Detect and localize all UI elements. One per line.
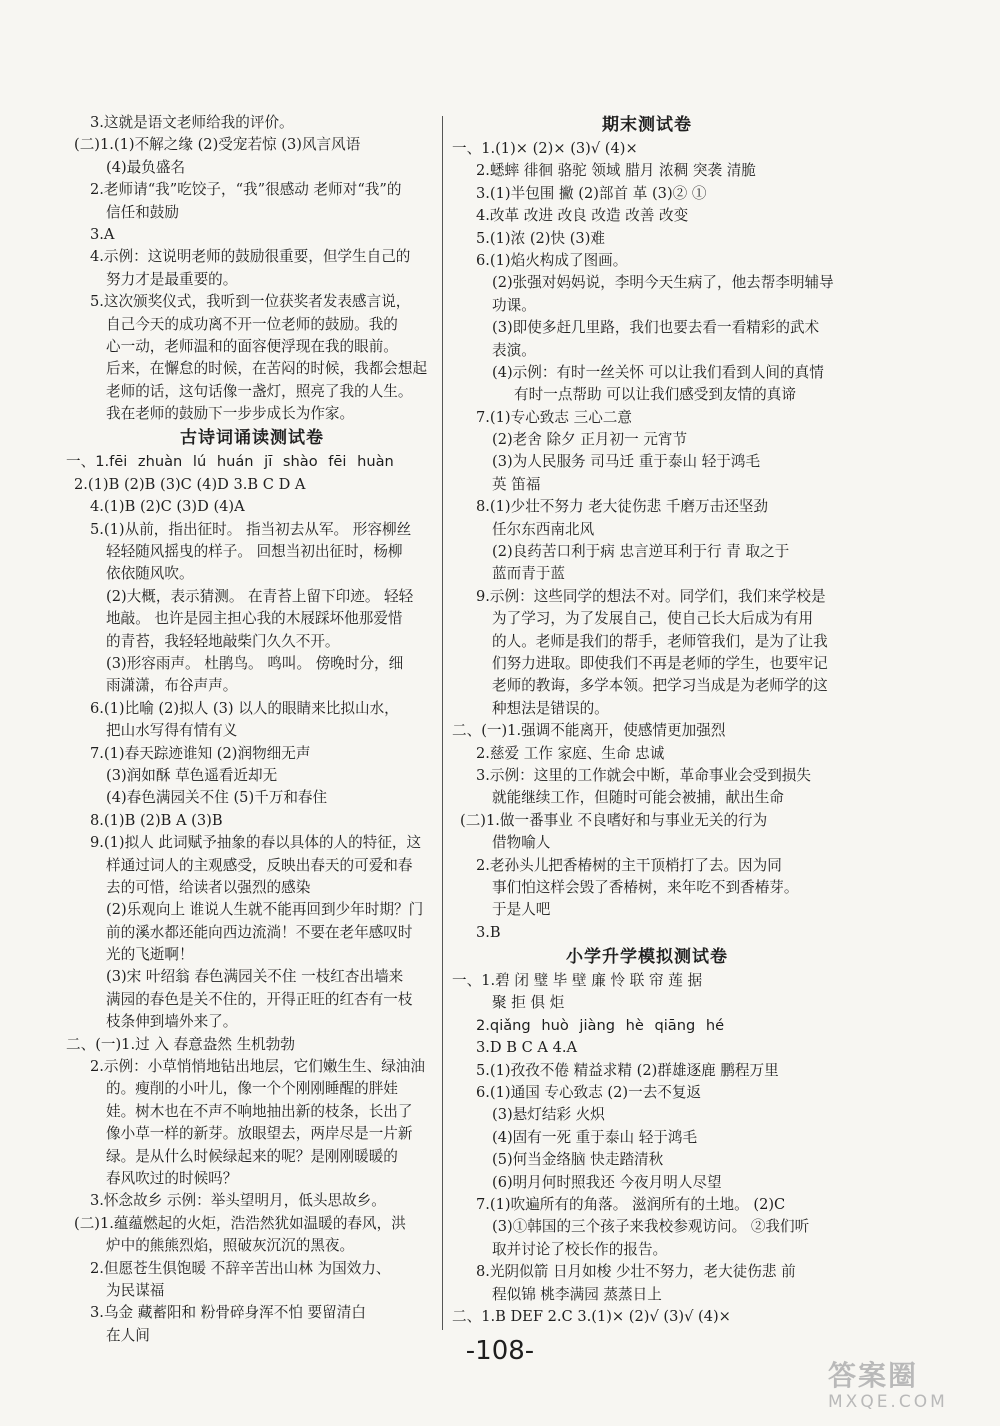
answer-line: 在人间 (106, 1326, 150, 1344)
answer-line: (4)示例：有时一丝关怀 可以让我们看到人间的真情 (492, 363, 824, 381)
answer-line: 二、1.B DEF 2.C 3.(1)× (2)√ (3)√ (4)× (452, 1307, 731, 1325)
answer-line: 轻轻随风摇曳的样子。 回想当初出征时，杨柳 (106, 543, 403, 561)
answer-line: 二、(一)1.过 入 春意盎然 生机勃勃 (66, 1035, 295, 1053)
answer-line: 一、1.fēi zhuàn lú huán jī shào fēi huàn (66, 453, 394, 471)
answer-line: 8.(1)B (2)B A (3)B (90, 811, 223, 829)
answer-line: 事们怕这样会毁了香椿树，来年吃不到香椿芽。 (492, 878, 799, 896)
answer-line: 雨潇潇，布谷声声。 (106, 677, 238, 695)
answer-line: 2.蟋蟀 徘徊 骆驼 领域 腊月 浓稠 突袭 清脆 (476, 162, 756, 180)
answer-line: 地敲。 也许是园主担心我的木屐踩坏他那爱惜 (106, 610, 403, 628)
answer-line: (2)乐观向上 谁说人生就不能再回到少年时期？门 (106, 901, 424, 919)
answer-line: 9.(1)拟人 此词赋予抽象的春以具体的人的特征，这 (90, 834, 422, 852)
answer-line: 春风吹过的时候吗？ (106, 1169, 238, 1187)
watermark-text: 答案圈 (828, 1359, 919, 1392)
answer-line: 为了学习，为了发展自己，使自己长大后成为有用 (492, 610, 814, 628)
answer-line: 前的溪水都还能向西边流淌！不要在老年感叹时 (106, 923, 413, 941)
answer-line: 2.示例：小草悄悄地钻出地层，它们嫩生生、绿油油 (90, 1058, 425, 1076)
answer-line: 2.(1)B (2)B (3)C (4)D 3.B C D A (74, 475, 306, 493)
answer-line: (2)大概，表示猜测。 在青苔上留下印迹。 轻轻 (106, 587, 414, 605)
answer-line: (3)悬灯结彩 火炽 (492, 1106, 605, 1124)
answer-line: 样通过词人的主观感受，反映出春天的可爱和春 (106, 856, 413, 874)
answer-line: 为民谋福 (106, 1281, 165, 1299)
answer-line: 3.这就是语文老师给我的评价。 (90, 114, 294, 131)
answer-line: 有时一点帮助 可以让我们感受到友情的真谛 (514, 386, 796, 404)
answer-line: 3.示例：这里的工作就会中断，革命事业会受到损失 (476, 766, 811, 784)
left-column (66, 112, 438, 1347)
answer-line: 2.但愿苍生俱饱暖 不辞辛苦出山林 为国效力、 (90, 1259, 391, 1277)
answer-line: (二)1.(1)不解之缘 (2)受宠若惊 (3)风言风语 (74, 136, 361, 154)
answer-line: 聚 拒 俱 炬 (492, 994, 565, 1012)
answer-line: 任尔东西南北风 (492, 520, 595, 538)
answer-line: (5)何当金络脑 快走踏清秋 (492, 1151, 664, 1169)
section-title: 小学升学模拟测试卷 (566, 947, 728, 968)
answer-line: 3.B (476, 923, 501, 941)
answer-line: (3)宋 叶绍翁 春色满园关不住 一枝红杏出墙来 (106, 968, 404, 986)
answer-line: 9.示例：这些同学的想法不对。同学们，我们来学校是 (476, 587, 826, 605)
watermark-url: MXQE.COM (828, 1392, 948, 1412)
answer-line: 我在老师的鼓励下一步步成长为作家。 (106, 405, 355, 423)
answer-line: 2.qiǎng huò jiàng hè qiāng hé (476, 1016, 725, 1034)
answer-line: 5.(1)孜孜不倦 精益求精 (2)群雄逐鹿 鹏程万里 (476, 1061, 779, 1079)
answer-line: 种想法是错误的。 (492, 699, 609, 717)
answer-line: 功课。 (492, 296, 536, 314)
answer-line: 2.慈爱 工作 家庭、生命 忠诚 (476, 744, 665, 762)
answer-line: 的。瘦削的小叶儿，像一个个刚刚睡醒的胖娃 (106, 1080, 398, 1098)
answer-line: 努力才是最重要的。 (106, 270, 238, 288)
answer-line: 借物喻人 (492, 834, 551, 852)
answer-line: 于是人吧 (492, 901, 551, 919)
answer-line: (3)即使多赶几里路，我们也要去看一看精彩的武术 (492, 319, 820, 337)
answer-line: 自己今天的成功离不开一位老师的鼓励。我的 (106, 315, 398, 333)
right-column (452, 112, 842, 1328)
answer-line: (4)春色满园关不住 (5)千万和春住 (106, 789, 328, 807)
watermark-logo (828, 1360, 988, 1418)
answer-line: 取并讨论了校长作的报告。 (492, 1240, 668, 1258)
answer-line: 表演。 (492, 341, 536, 359)
answer-line: 6.(1)比喻 (2)拟人 (3) 以人的眼睛来比拟山水， (90, 699, 399, 717)
answer-line: 7.(1)吹遍所有的角落。 滋润所有的土地。 (2)C (476, 1195, 786, 1213)
answer-line: 5.(1)浓 (2)快 (3)难 (476, 229, 605, 247)
answer-line: (2)张强对妈妈说，李明今天生病了，他去帮李明辅导 (492, 274, 834, 292)
answer-line: 绿。是从什么时候绿起来的呢？是刚刚暖暖的 (106, 1147, 398, 1165)
answer-line: (2)良药苦口利于病 忠言逆耳利于行 青 取之于 (492, 543, 790, 561)
answer-line: (2)老舍 除夕 正月初一 元宵节 (492, 431, 688, 449)
answer-line: 3.D B C A 4.A (476, 1039, 578, 1057)
answer-line: (3)形容雨声。 杜鹃鸟。 鸣叫。 傍晚时分，细 (106, 654, 404, 672)
answer-line: 程似锦 桃李满园 蒸蒸日上 (492, 1285, 662, 1303)
answer-line: 7.(1)专心致志 三心二意 (476, 408, 632, 426)
answer-line: 8.(1)少壮不努力 老大徒伤悲 千磨万击还坚劲 (476, 498, 768, 516)
answer-line: 3.A (90, 225, 115, 243)
answer-line: 枝条伸到墙外来了。 (106, 1013, 238, 1031)
answer-line: (二)1.蕴蕴燃起的火炬，浩浩然犹如温暖的春风，洪 (74, 1214, 406, 1232)
answer-line: (3)润如酥 草色遥看近却无 (106, 766, 278, 784)
answer-line: 一、1.碧 闭 璧 毕 壁 廉 怜 联 帘 莲 据 (452, 972, 703, 990)
answer-line: 5.这次颁奖仪式，我听到一位获奖者发表感言说， (90, 293, 411, 311)
column-divider (442, 116, 443, 1330)
answer-line: 依依随风吹。 (106, 565, 194, 583)
answer-line: 4.(1)B (2)C (3)D (4)A (90, 498, 245, 516)
answer-line: 3.怀念故乡 示例：举头望明月，低头思故乡。 (90, 1192, 386, 1210)
answer-line: 2.老孙头儿把香椿树的主干顶梢打了去。因为同 (476, 856, 782, 874)
answer-line: 4.改革 改进 改良 改造 改善 改变 (476, 207, 689, 225)
answer-line: 4.示例：这说明老师的鼓励很重要，但学生自己的 (90, 248, 411, 266)
answer-line: 光的飞逝啊！ (106, 946, 194, 964)
answer-line: (3)①韩国的三个孩子来我校参观访问。 ②我们听 (492, 1218, 810, 1236)
answer-line: 就能继续工作，但随时可能会被捕，献出生命 (492, 789, 784, 807)
answer-line: 像小草一样的新芽。放眼望去，两岸尽是一片新 (106, 1125, 413, 1143)
answer-line: 满园的春色是关不住的，开得正旺的红杏有一枝 (106, 990, 413, 1008)
answer-line: 把山水写得有情有义 (106, 722, 238, 740)
answer-line: (6)明月何时照我还 今夜月明人尽望 (492, 1173, 722, 1191)
answer-line: 娃。树木也在不声不响地抽出新的枝条，长出了 (106, 1102, 413, 1120)
answer-line: 信任和鼓励 (106, 203, 179, 221)
answer-line: (3)为人民服务 司马迁 重于泰山 轻于鸿毛 (492, 453, 761, 471)
answer-line: 心一动，老师温和的面容便浮现在我的眼前。 (106, 337, 398, 355)
answer-line: 的青苔，我轻轻地敲柴门久久不开。 (106, 632, 340, 650)
answer-line: 蓝而青于蓝 (492, 565, 565, 583)
answer-line: 3.(1)半包围 撇 (2)部首 革 (3)② ① (476, 184, 707, 202)
answer-line: (二)1.做一番事业 不良嗜好和与事业无关的行为 (460, 811, 768, 829)
answer-line: 2.老师请“我”吃饺子，“我”很感动 老师对“我”的 (90, 181, 402, 199)
answer-line: 8.光阴似箭 日月如梭 少壮不努力，老大徒伤悲 前 (476, 1263, 796, 1281)
answer-line: 们努力进取。即使我们不再是老师的学生，也要牢记 (492, 654, 828, 672)
section-title: 期末测试卷 (602, 115, 692, 135)
answer-line: 6.(1)焰火构成了图画。 (476, 251, 628, 269)
answer-line: 3.乌金 藏蓄阳和 粉骨碎身浑不怕 要留清白 (90, 1304, 366, 1322)
answer-line: 老师的教诲，多学本领。把学习当成是为老师学的这 (492, 677, 828, 695)
answer-line: 去的可惜，给读者以强烈的感染 (106, 878, 311, 896)
answer-line: 的人。老师是我们的帮手，老师管我们，是为了让我 (492, 632, 828, 650)
answer-line: 一、1.(1)× (2)× (3)√ (4)× (452, 140, 638, 157)
answer-line: (4)最负盛名 (106, 158, 186, 176)
answer-line: 炉中的熊熊烈焰，照破灰沉沉的黑夜。 (106, 1237, 355, 1255)
answer-line: 老师的话，这句话像一盏灯，照亮了我的人生。 (106, 382, 413, 400)
answer-line: 英 笛福 (492, 475, 541, 493)
answer-line: (4)固有一死 重于泰山 轻于鸿毛 (492, 1128, 698, 1146)
answer-line: 后来，在懈怠的时候，在苦闷的时候，我都会想起 (106, 360, 428, 378)
answer-line: 7.(1)春天踪迹谁知 (2)润物细无声 (90, 744, 311, 762)
section-title: 古诗词诵读测试卷 (180, 428, 324, 449)
answer-line: 二、(一)1.强调不能离开，使感情更加强烈 (452, 722, 726, 740)
page-number: -108- (465, 1336, 535, 1366)
answer-line: 5.(1)从前，指出征时。 指当初去从军。 形容柳丝 (90, 520, 412, 538)
answer-line: 6.(1)通国 专心致志 (2)一去不复返 (476, 1084, 702, 1102)
